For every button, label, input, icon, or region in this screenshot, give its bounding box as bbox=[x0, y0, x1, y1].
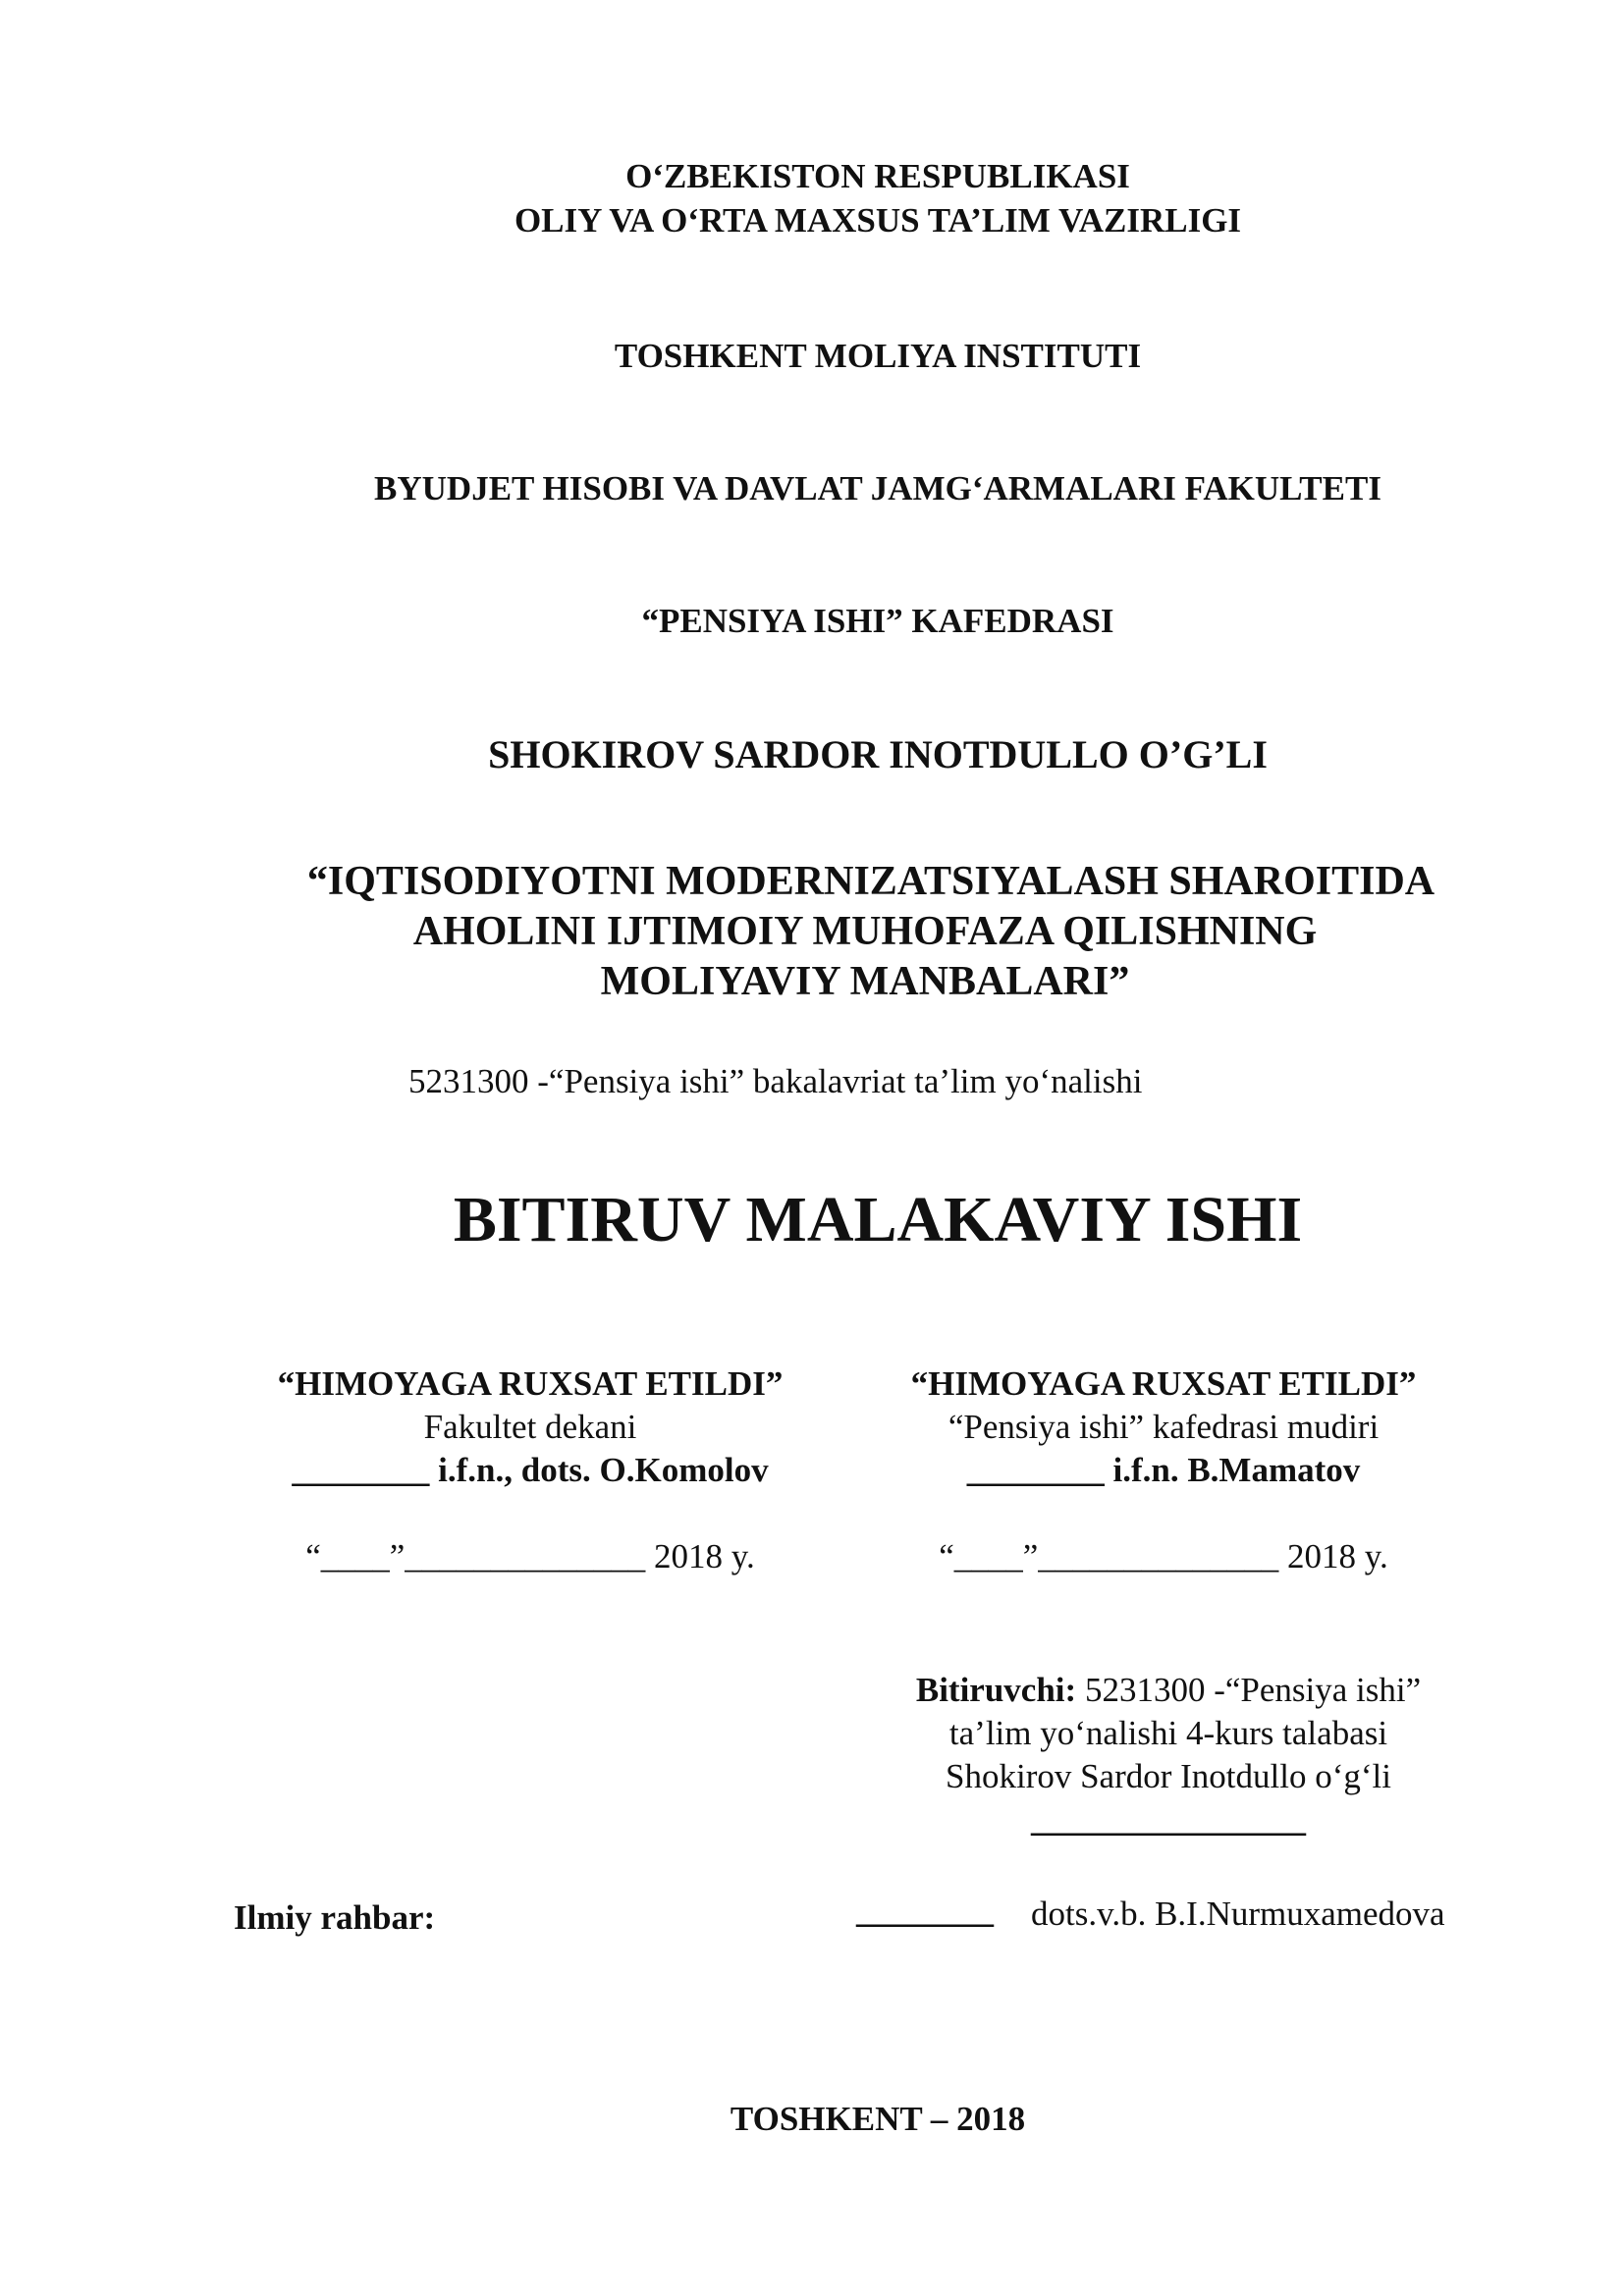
graduate-course: ta’lim yo‘nalishi 4-kurs talabasi bbox=[948, 1714, 1388, 1752]
graduate-program: 5231300 -“Pensiya ishi” bbox=[1076, 1671, 1422, 1709]
graduate-name: Shokirov Sardor Inotdullo o‘g‘li bbox=[946, 1757, 1391, 1795]
dean-approval-heading: “HIMOYAGA RUXSAT ETILDI” bbox=[277, 1364, 784, 1403]
supervisor-label: Ilmiy rahbar: bbox=[234, 1898, 436, 1937]
thesis-title-line-1: “IQTISODIYOTNI MODERNIZATSIYALASH SHAROITIDA bbox=[306, 859, 1435, 904]
thesis-title-line-3: MOLIYAVIY MANBALARI” bbox=[600, 959, 1130, 1004]
head-role: “Pensiya ishi” kafedrasi mudiri bbox=[947, 1408, 1380, 1446]
dean-signature: ________ i.f.n., dots. O.Komolov bbox=[292, 1451, 769, 1489]
dean-approval-date: “____”______________ 2018 y. bbox=[305, 1537, 755, 1575]
dean-approval-block bbox=[226, 1362, 835, 1578]
graduate-signature-line: ________________ bbox=[1031, 1800, 1306, 1839]
faculty-heading: BYUDJET HISOBI VA DAVLAT JAMG‘ARMALARI FAKULTETI bbox=[374, 469, 1381, 507]
ministry-heading: OLIY VA O‘RTA MAXSUS TA’LIM VAZIRLIGI bbox=[514, 201, 1242, 240]
head-approval-date: “____”______________ 2018 y. bbox=[939, 1537, 1388, 1575]
head-approval-heading: “HIMOYAGA RUXSAT ETILDI” bbox=[910, 1364, 1417, 1403]
document-type-title: BITIRUV MALAKAVIY ISHI bbox=[453, 1184, 1303, 1255]
department-heading: “PENSIYA ISHI” KAFEDRASI bbox=[641, 602, 1114, 640]
graduate-label: Bitiruvchi: bbox=[915, 1671, 1077, 1709]
graduate-block bbox=[805, 1669, 1532, 1842]
head-signature: ________ i.f.n. B.Mamatov bbox=[966, 1451, 1361, 1489]
institute-heading: TOSHKENT MOLIYA INSTITUTI bbox=[614, 337, 1142, 375]
supervisor-signature-line: ________ bbox=[856, 1892, 994, 1930]
program-line: 5231300 -“Pensiya ishi” bakalavriat ta’lim yo‘nalishi bbox=[408, 1062, 1143, 1100]
footer-city-year: TOSHKENT – 2018 bbox=[730, 2100, 1026, 2138]
supervisor-name: dots.v.b. B.I.Nurmuxamedova bbox=[1031, 1895, 1445, 1933]
republic-heading: O‘ZBEKISTON RESPUBLIKASI bbox=[625, 157, 1130, 195]
head-approval-block bbox=[859, 1362, 1468, 1578]
dean-role: Fakultet dekani bbox=[423, 1408, 637, 1446]
thesis-title-line-2: AHOLINI IJTIMOIY MUHOFAZA QILISHNING bbox=[412, 909, 1318, 954]
author-name: SHOKIROV SARDOR INOTDULLO O’G’LI bbox=[488, 732, 1268, 776]
